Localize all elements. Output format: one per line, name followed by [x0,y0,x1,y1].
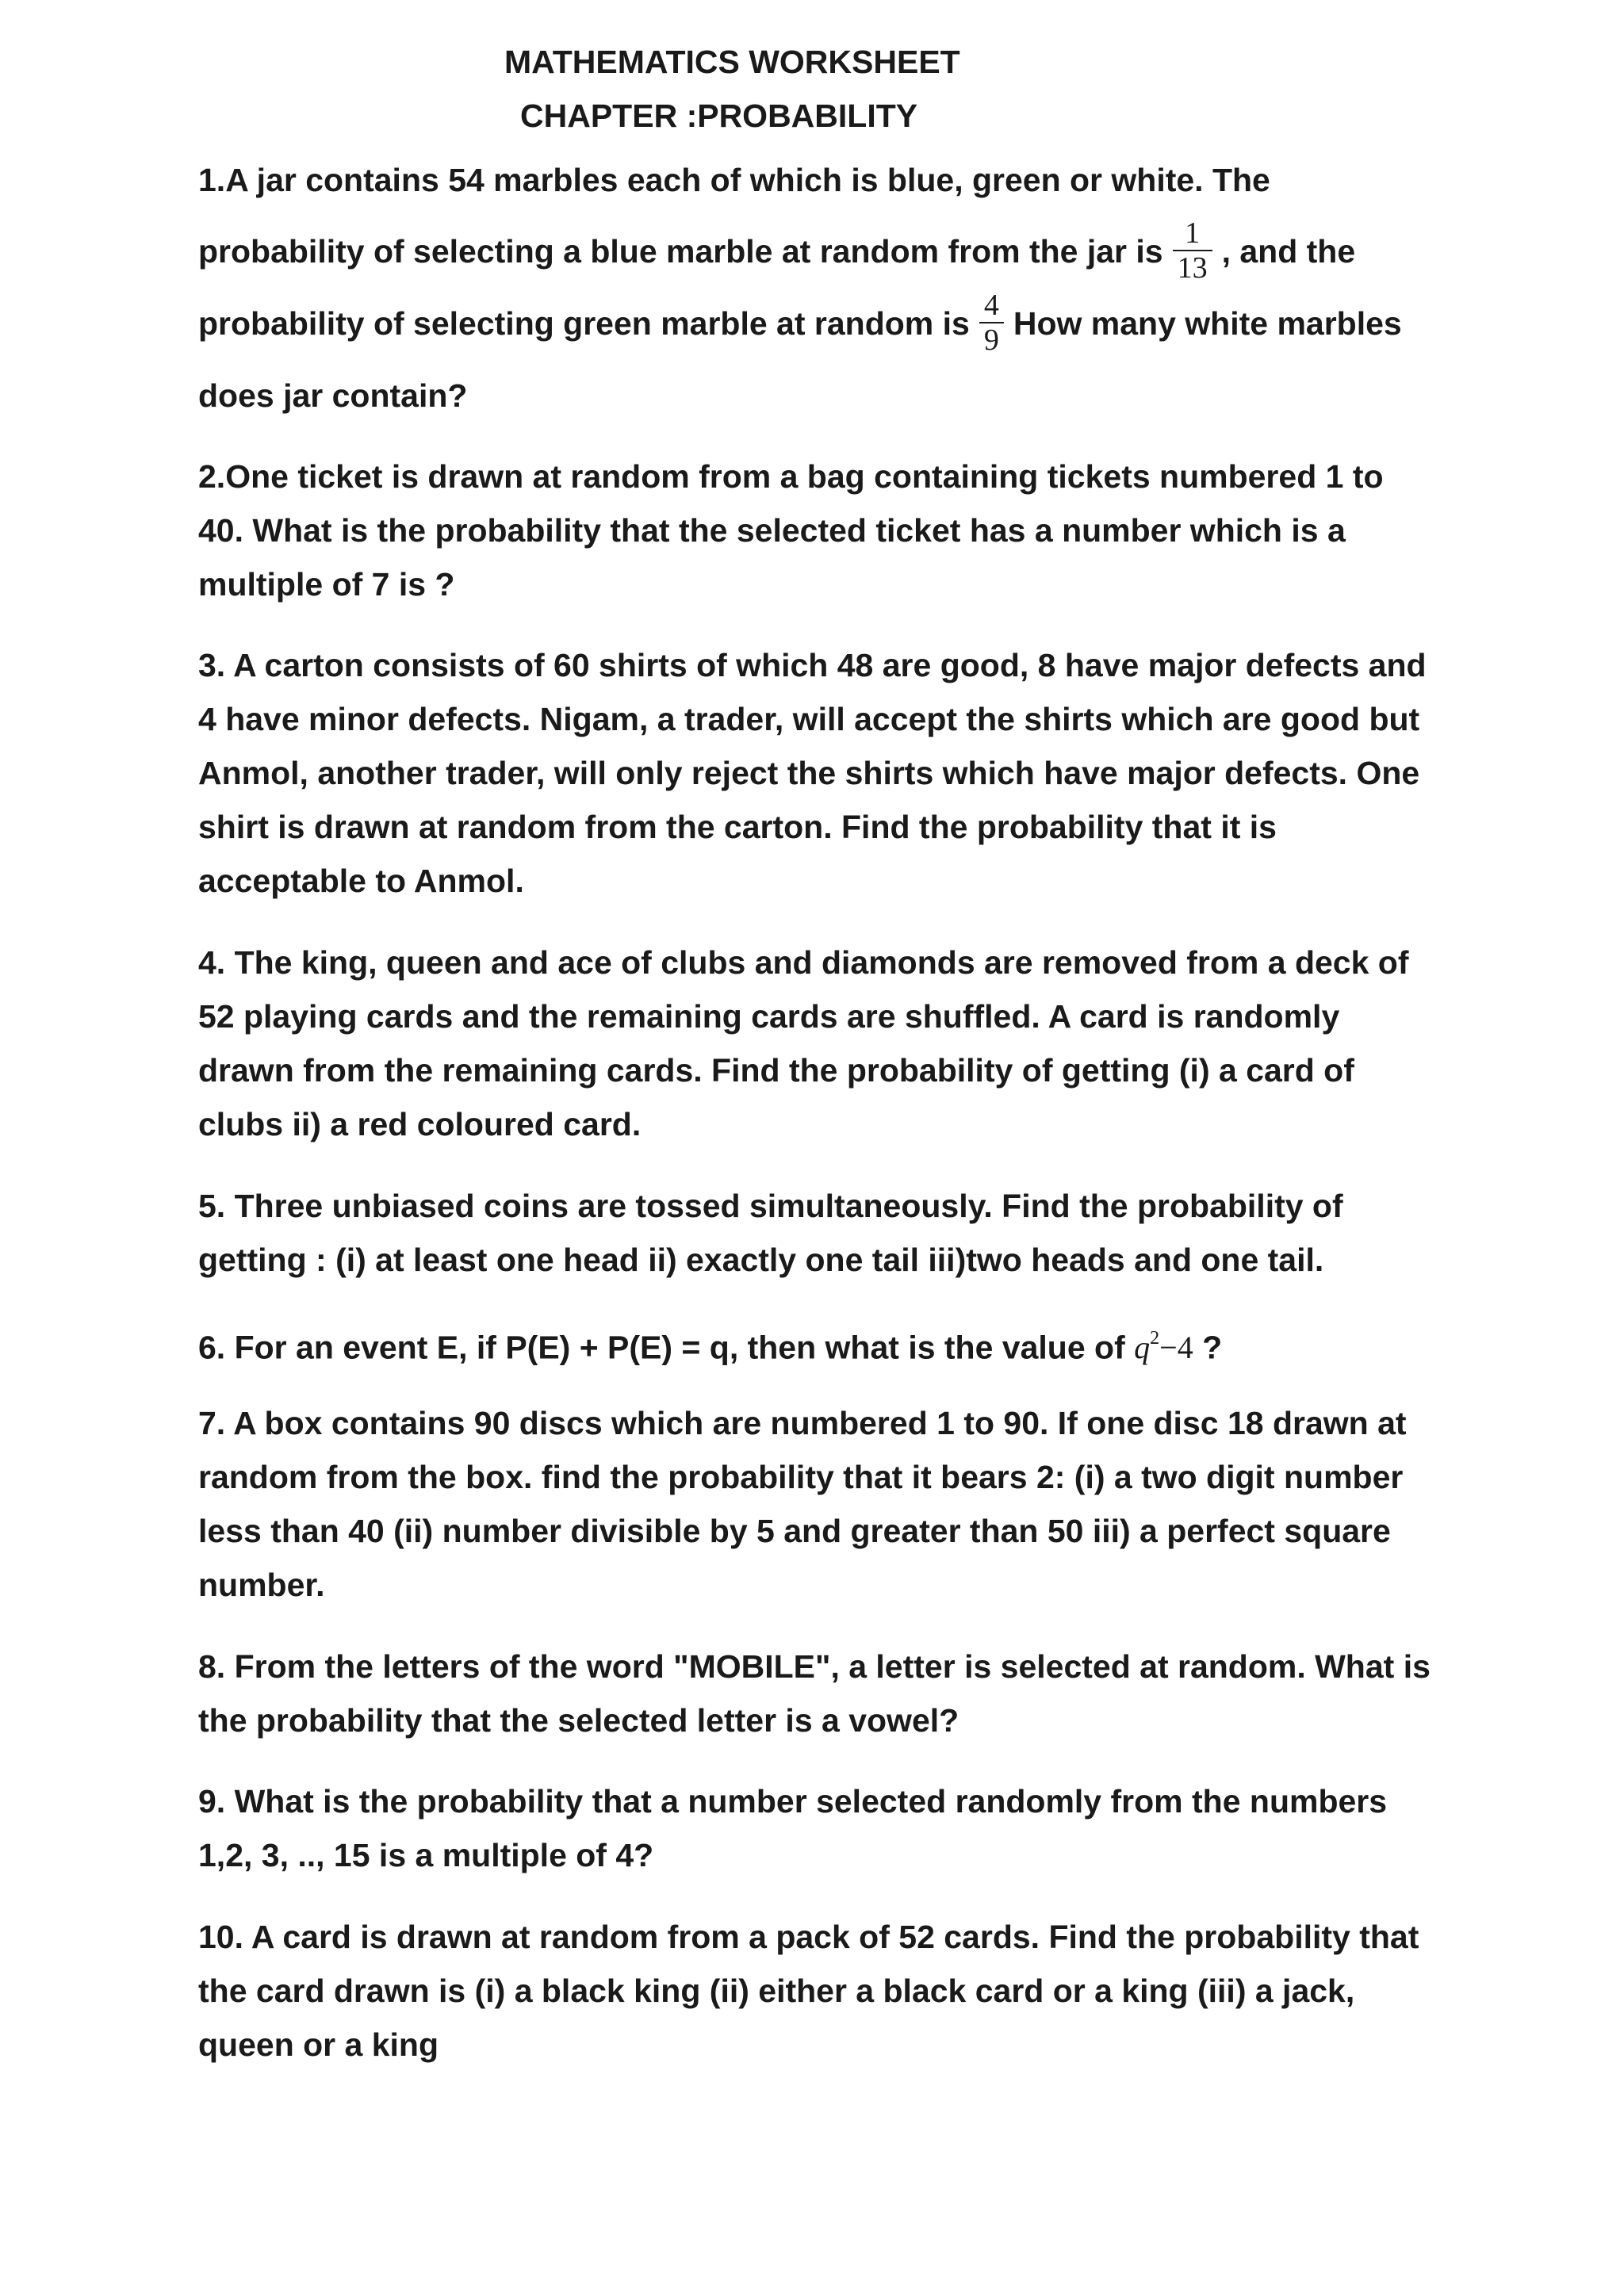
fraction-green [979,289,1004,357]
chapter-title: CHAPTER :PROBABILITY [520,98,918,134]
question-1-text-c: How many white marbles does jar contain? [198,305,1402,415]
fraction-blue-denominator: 13 [1173,250,1212,285]
question-8: 8. From the letters of the word "MOBILE", a letter is selected at random. What is the probability that the selected letter is a vowel? [198,1648,1431,1739]
fraction-green-numerator: 4 [983,289,999,323]
question-3: 3. A carton consists of 60 shirts of which 48 are good, 8 have major defects and 4 have minor defects. Nigam, a trader, will accept the shirts which are good but Anmol, another trader, will only reject the shirts which have major defects. One shirt is drawn at random from the carton. Find the probability that it is acceptable to Anmol. [198,647,1427,899]
question-1 [198,144,1435,431]
question-5: 5. Three unbiased coins are tossed simultaneously. Find the probability of getting : (i) at least one head ii) exactly one tail iii)two heads and one tail. [198,1188,1343,1278]
question-2: 2.One ticket is drawn at random from a bag containing tickets numbered 1 to 40. What is the probability that the selected ticket has a number which is a multiple of 7 is ? [198,458,1384,603]
question-6 [198,1314,1435,1375]
question-6-text: 6. For an event E, if P(E) + P(E) = q, then what is the value of [198,1329,1125,1366]
question-6-end: ? [1202,1329,1223,1366]
fraction-blue [1173,216,1212,285]
question-1-text-a: 1.A jar contains 54 marbles each of which is blue, green or white. The probability of selecting a blue marble at random from the jar is [198,162,1270,270]
worksheet-title: MATHEMATICS WORKSHEET [504,44,960,80]
math-expression [1134,1330,1193,1365]
fraction-green-denominator: 9 [979,322,1004,357]
math-variable: q [1134,1330,1151,1366]
question-10: 10. A card is drawn at random from a pack of 52 cards. Find the probability that the card drawn is (i) a black king (ii) either a black card or a king (iii) a jack, queen or a king [198,1919,1419,2063]
question-4: 4. The king, queen and ace of clubs and diamonds are removed from a deck of 52 playing cards and the remaining cards are shuffled. A card is randomly drawn from the remaining cards. Find the probability of getting (i) a card of clubs ii) a red coloured card. [198,944,1409,1142]
question-1-text-b: , and the probability of selecting green marble at random is [198,233,1356,342]
question-9: 9. What is the probability that a number selected randomly from the numbers 1,2, 3, .., 15 is a multiple of 4? [198,1783,1388,1873]
math-exponent: 2 [1150,1328,1160,1349]
question-7: 7. A box contains 90 discs which are numbered 1 to 90. If one disc 18 drawn at random from the box. find the probability that it bears 2: (i) a two digit number less than 40 (ii) number divisible by 5 and greater than 50 iii) a perfect square number. [198,1405,1407,1603]
math-remainder: −4 [1159,1330,1193,1366]
fraction-blue-numerator: 1 [1185,216,1201,251]
